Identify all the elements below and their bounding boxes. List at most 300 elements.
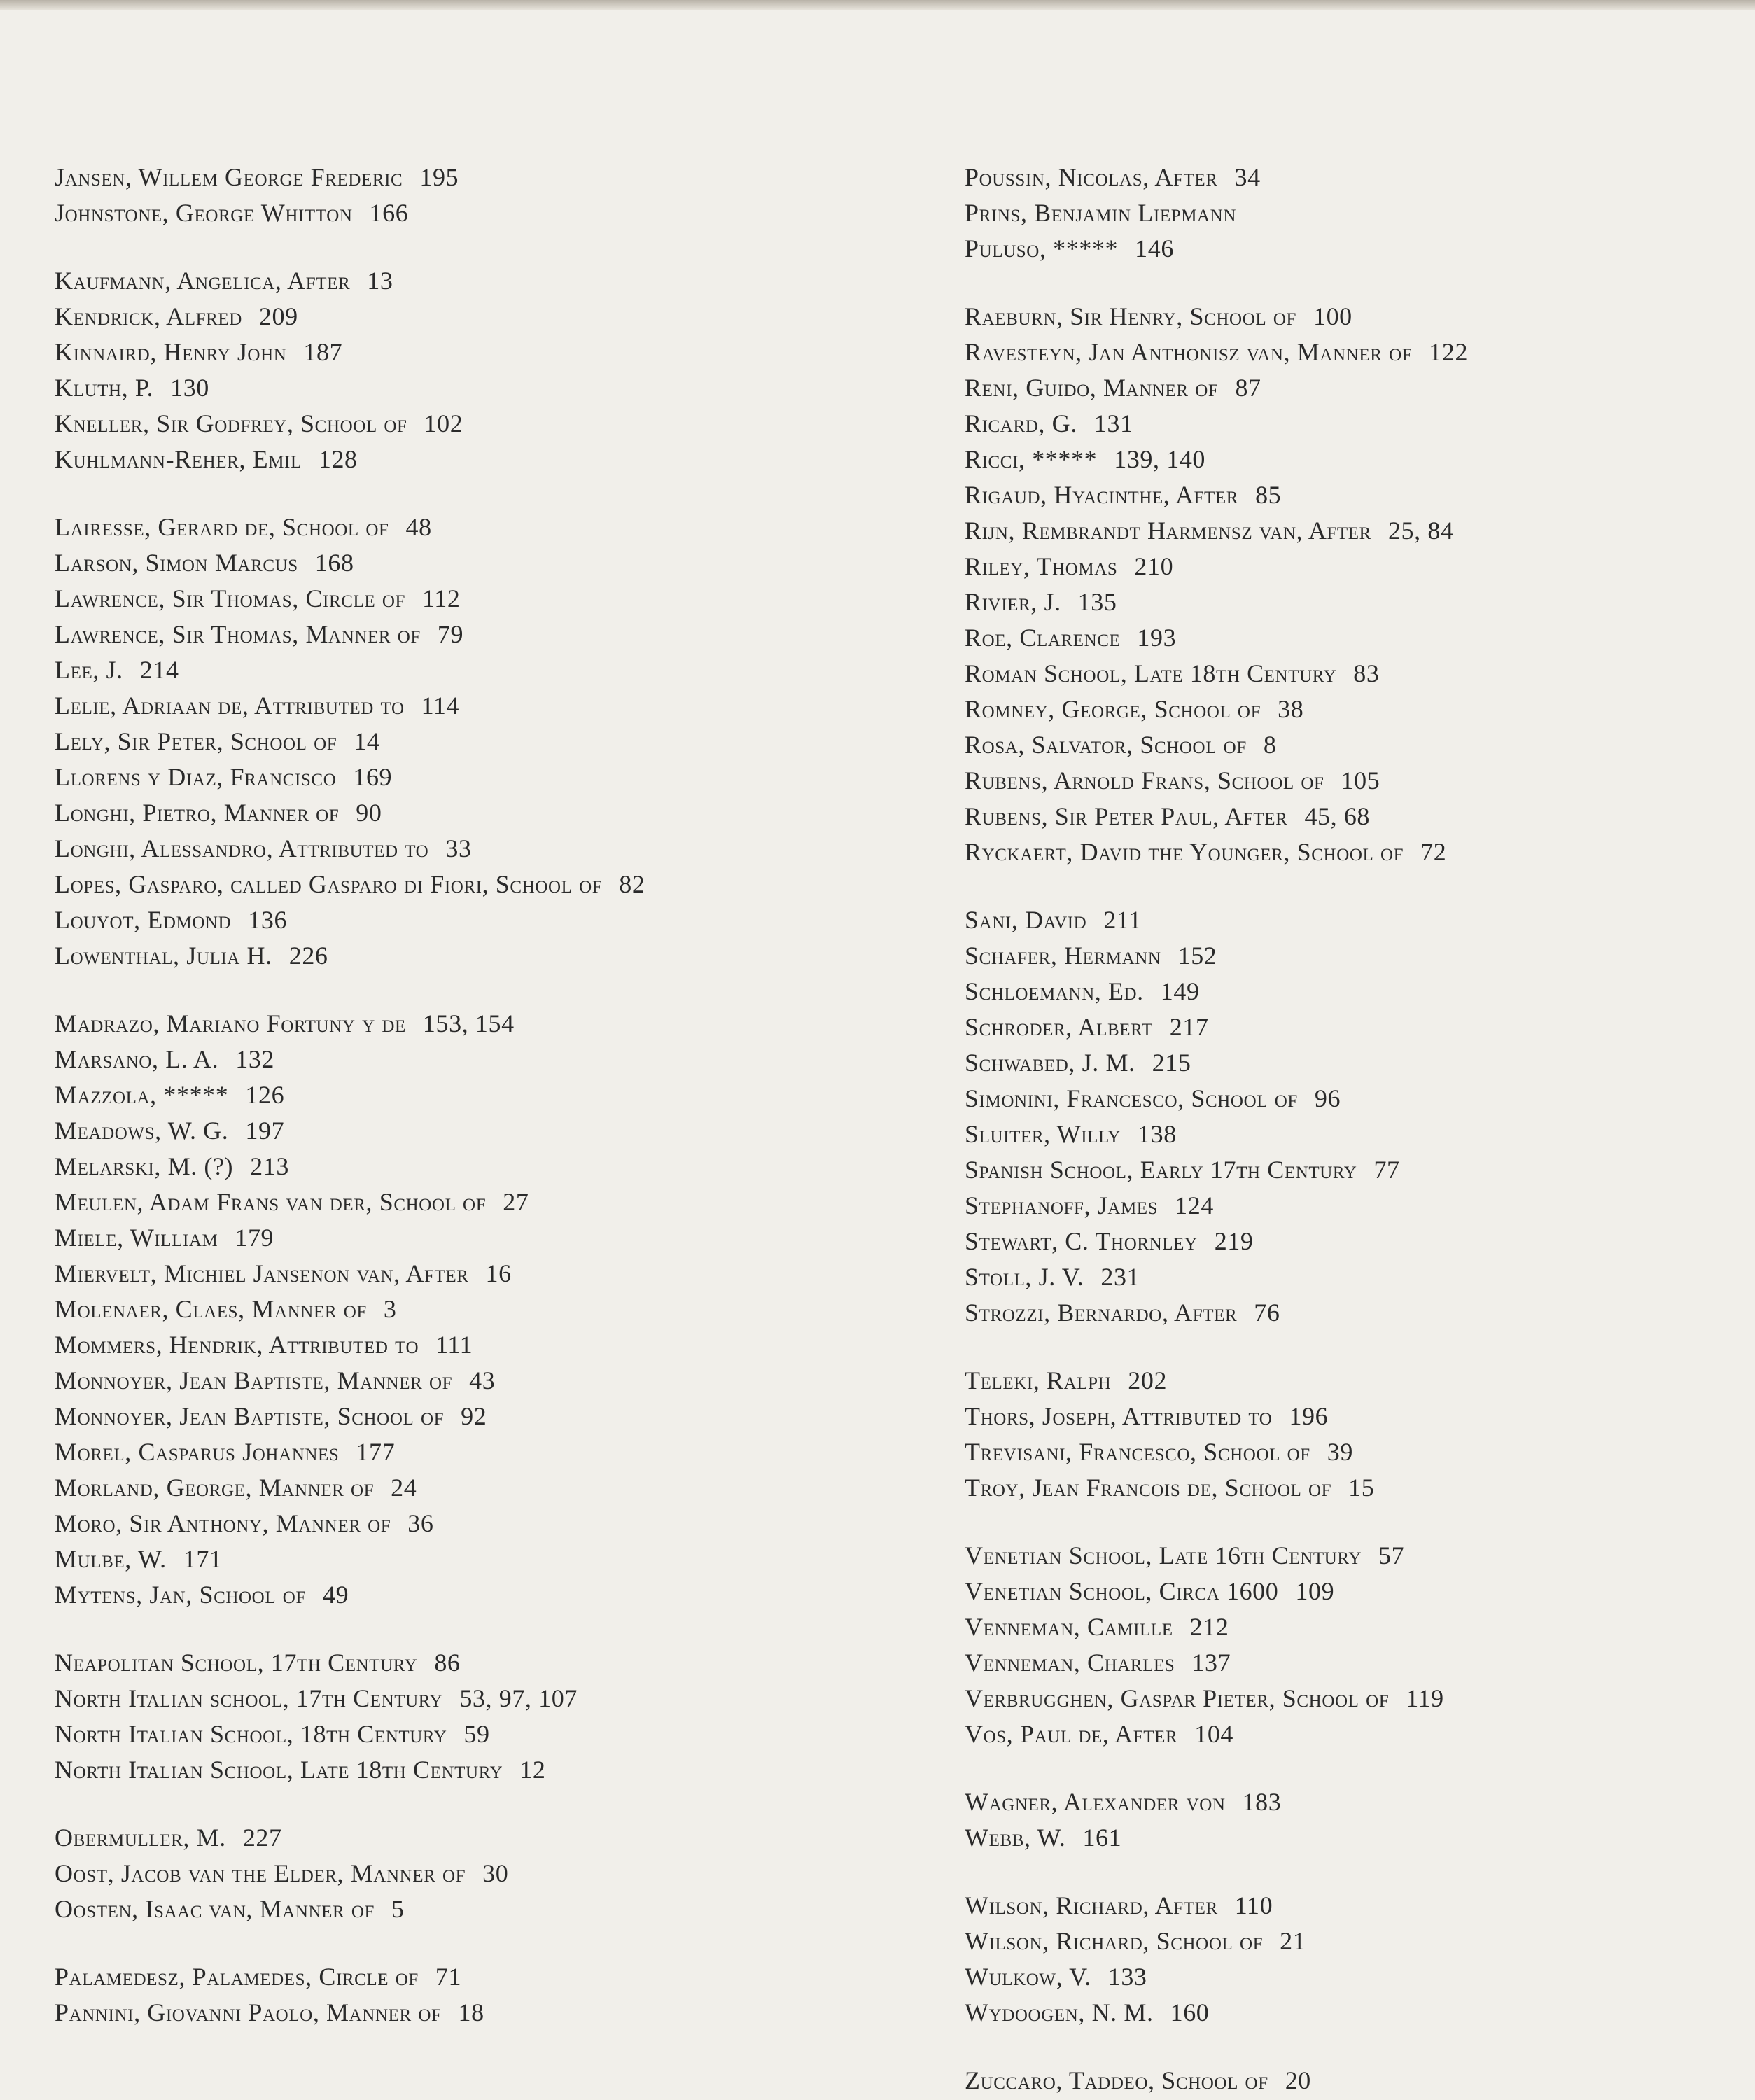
- entry-name: Kinnaird, Henry John: [55, 338, 287, 366]
- index-entry: [55, 1470, 895, 1506]
- entry-name: Puluso, *****: [965, 234, 1119, 262]
- index-entry: [965, 1959, 1742, 1995]
- index-entry: [55, 299, 895, 335]
- entry-pages: 110: [1234, 1891, 1273, 1919]
- entry-name: Strozzi, Bernardo, After: [965, 1298, 1238, 1326]
- index-entry: [55, 1541, 895, 1577]
- entry-pages: 102: [424, 410, 463, 438]
- entry-pages: 137: [1191, 1648, 1231, 1676]
- index-entry: [965, 1259, 1742, 1295]
- entry-name: Marsano, L. A.: [55, 1045, 219, 1073]
- index-entry: [55, 510, 895, 545]
- entry-name: Kneller, Sir Godfrey, School of: [55, 410, 407, 438]
- index-entry: [55, 442, 895, 477]
- entry-pages: 85: [1255, 481, 1282, 509]
- entry-name: Ricard, G.: [965, 410, 1077, 438]
- index-entry: [55, 867, 895, 902]
- index-entry: [965, 442, 1742, 477]
- index-entry: [55, 831, 895, 867]
- entry-name: Melarski, M. (?): [55, 1152, 234, 1180]
- index-entry: [55, 1752, 895, 1788]
- index-entry: [55, 1327, 895, 1363]
- entry-pages: 219: [1214, 1227, 1254, 1255]
- index-entry: [55, 1434, 895, 1470]
- index-entry: [55, 1113, 895, 1149]
- index-entry: [965, 1574, 1742, 1609]
- group-gap: [965, 1506, 1742, 1538]
- entry-name: Ravesteyn, Jan Anthonisz van, Manner of: [965, 338, 1413, 366]
- entry-name: Obermuller, M.: [55, 1823, 226, 1851]
- entry-pages: 45, 68: [1304, 802, 1371, 830]
- entry-name: Lairesse, Gerard de, School of: [55, 513, 389, 541]
- entry-pages: 36: [407, 1509, 434, 1537]
- index-entry: [965, 1399, 1742, 1434]
- entry-pages: 24: [391, 1474, 417, 1502]
- group-gap: [55, 1613, 895, 1645]
- entry-name: Madrazo, Mariano Fortuny y de: [55, 1009, 406, 1037]
- entry-pages: 27: [503, 1188, 529, 1216]
- entry-name: Rosa, Salvator, School of: [965, 731, 1247, 759]
- entry-name: Roe, Clarence: [965, 624, 1121, 652]
- entry-pages: 33: [445, 834, 472, 862]
- entry-name: Molenaer, Claes, Manner of: [55, 1295, 367, 1323]
- entry-name: Meulen, Adam Frans van der, School of: [55, 1188, 487, 1216]
- index-entry: [55, 581, 895, 617]
- entry-name: Longhi, Pietro, Manner of: [55, 799, 340, 827]
- entry-pages: 21: [1280, 1927, 1306, 1955]
- index-entry: [965, 513, 1742, 549]
- index-entry: [55, 1363, 895, 1399]
- entry-pages: 213: [250, 1152, 289, 1180]
- entry-name: Riley, Thomas: [965, 552, 1118, 580]
- entry-pages: 132: [235, 1045, 275, 1073]
- index-entry: [965, 1681, 1742, 1716]
- entry-pages: 231: [1100, 1263, 1140, 1291]
- entry-name: Poussin, Nicolas, After: [965, 163, 1218, 191]
- entry-name: Kaufmann, Angelica, After: [55, 267, 351, 295]
- entry-name: Llorens y Diaz, Francisco: [55, 763, 337, 791]
- entry-name: Morland, George, Manner of: [55, 1474, 375, 1502]
- entry-pages: 39: [1327, 1438, 1353, 1466]
- index-entry: [55, 1716, 895, 1752]
- index-entry: [965, 834, 1742, 870]
- entry-name: Miervelt, Michiel Jansenon van, After: [55, 1259, 469, 1287]
- entry-pages: 212: [1189, 1613, 1229, 1641]
- entry-pages: 83: [1353, 659, 1380, 687]
- entry-name: Stewart, C. Thornley: [965, 1227, 1198, 1255]
- entry-name: Morel, Casparus Johannes: [55, 1438, 340, 1466]
- entry-pages: 86: [434, 1648, 461, 1676]
- index-entry: [55, 263, 895, 299]
- group-gap: [55, 1788, 895, 1820]
- index-entry: [965, 1009, 1742, 1045]
- entry-pages: 227: [242, 1823, 282, 1851]
- group-gap: [55, 974, 895, 1006]
- entry-pages: 202: [1128, 1366, 1168, 1394]
- entry-name: Ricci, *****: [965, 445, 1098, 473]
- entry-pages: 179: [235, 1224, 274, 1252]
- entry-pages: 100: [1313, 302, 1352, 330]
- index-entry: [965, 1295, 1742, 1331]
- entry-name: Oosten, Isaac van, Manner of: [55, 1895, 375, 1923]
- index-entry: [965, 1188, 1742, 1224]
- entry-name: Venetian School, Late 16th Century: [965, 1541, 1362, 1569]
- entry-name: North Italian School, Late 18th Century: [55, 1756, 503, 1784]
- entry-name: Neapolitan School, 17th Century: [55, 1648, 418, 1676]
- entry-pages: 90: [356, 799, 382, 827]
- entry-pages: 122: [1429, 338, 1469, 366]
- entry-name: Zuccaro, Taddeo, School of: [965, 2066, 1268, 2094]
- entry-pages: 160: [1170, 1998, 1210, 2026]
- entry-pages: 177: [356, 1438, 396, 1466]
- entry-pages: 131: [1093, 410, 1133, 438]
- index-entry: [965, 195, 1742, 231]
- index-entry: [55, 1995, 895, 2031]
- index-entry: [965, 1645, 1742, 1681]
- entry-name: Trevisani, Francesco, School of: [965, 1438, 1310, 1466]
- entry-pages: 146: [1135, 234, 1174, 262]
- group-gap: [965, 2031, 1742, 2063]
- entry-pages: 8: [1263, 731, 1277, 759]
- entry-name: Lawrence, Sir Thomas, Manner of: [55, 620, 421, 648]
- index-entry: [965, 763, 1742, 799]
- entry-name: Ryckaert, David the Younger, School of: [965, 838, 1404, 866]
- entry-pages: 38: [1278, 695, 1304, 723]
- entry-name: Lowenthal, Julia H.: [55, 941, 272, 969]
- group-gap: [55, 477, 895, 510]
- entry-pages: 133: [1107, 1963, 1147, 1991]
- index-entry: [965, 1820, 1742, 1856]
- entry-pages: 96: [1314, 1084, 1341, 1112]
- index-entry: [55, 1184, 895, 1220]
- index-entry: [55, 760, 895, 795]
- index-entry: [965, 584, 1742, 620]
- index-entry: [965, 1609, 1742, 1645]
- index-entry: [965, 1888, 1742, 1924]
- entry-pages: 20: [1285, 2066, 1311, 2094]
- entry-pages: 92: [461, 1402, 487, 1430]
- entry-name: Kendrick, Alfred: [55, 302, 242, 330]
- entry-name: Verbrugghen, Gaspar Pieter, School of: [965, 1684, 1390, 1712]
- index-entry: [55, 617, 895, 652]
- index-entry: [965, 2063, 1742, 2099]
- entry-pages: 217: [1169, 1013, 1209, 1041]
- entry-pages: 193: [1137, 624, 1177, 652]
- index-entry: [55, 724, 895, 760]
- index-entry: [55, 1959, 895, 1995]
- entry-name: Sani, David: [965, 906, 1087, 934]
- index-entry: [965, 1434, 1742, 1470]
- entry-name: Stephanoff, James: [965, 1191, 1159, 1219]
- index-entry: [965, 656, 1742, 692]
- entry-pages: 14: [354, 727, 380, 755]
- index-entry: [55, 370, 895, 406]
- entry-name: Mazzola, *****: [55, 1081, 229, 1109]
- index-entry: [965, 1784, 1742, 1820]
- entry-name: Teleki, Ralph: [965, 1366, 1112, 1394]
- entry-pages: 59: [463, 1720, 490, 1748]
- index-column-left: [55, 160, 895, 2031]
- entry-name: North Italian school, 17th Century: [55, 1684, 443, 1712]
- group-gap: [965, 1752, 1742, 1784]
- entry-pages: 30: [482, 1859, 509, 1887]
- entry-name: Simonini, Francesco, School of: [965, 1084, 1298, 1112]
- entry-name: Miele, William: [55, 1224, 218, 1252]
- entry-name: Rivier, J.: [965, 588, 1061, 616]
- entry-pages: 226: [288, 941, 328, 969]
- index-entry: [55, 1149, 895, 1184]
- index-entry: [55, 195, 895, 231]
- index-entry: [965, 620, 1742, 656]
- entry-name: Wilson, Richard, After: [965, 1891, 1218, 1919]
- entry-pages: 13: [367, 267, 393, 295]
- entry-name: Wilson, Richard, School of: [965, 1927, 1264, 1955]
- entry-name: Oost, Jacob van the Elder, Manner of: [55, 1859, 466, 1887]
- entry-pages: 79: [437, 620, 464, 648]
- entry-pages: 3: [383, 1295, 397, 1323]
- entry-pages: 15: [1348, 1474, 1375, 1502]
- entry-pages: 104: [1194, 1720, 1234, 1748]
- index-entry: [55, 688, 895, 724]
- entry-name: Jansen, Willem George Frederic: [55, 163, 403, 191]
- entry-name: North Italian School, 18th Century: [55, 1720, 447, 1748]
- entry-name: Schwabed, J. M.: [965, 1049, 1135, 1077]
- index-entry: [965, 1081, 1742, 1116]
- entry-name: Longhi, Alessandro, Attributed to: [55, 834, 429, 862]
- entry-pages: 48: [405, 513, 432, 541]
- entry-name: Larson, Simon Marcus: [55, 549, 298, 577]
- entry-pages: 183: [1242, 1788, 1282, 1816]
- index-entry: [965, 974, 1742, 1009]
- index-entry: [55, 160, 895, 195]
- index-entry: [965, 370, 1742, 406]
- entry-name: Mommers, Hendrik, Attributed to: [55, 1331, 419, 1359]
- index-entry: [55, 1399, 895, 1434]
- index-entry: [965, 160, 1742, 195]
- index-entry: [965, 1363, 1742, 1399]
- entry-name: Romney, George, School of: [965, 695, 1261, 723]
- entry-name: Reni, Guido, Manner of: [965, 374, 1219, 402]
- index-entry: [965, 549, 1742, 584]
- entry-pages: 12: [519, 1756, 546, 1784]
- entry-name: Rubens, Arnold Frans, School of: [965, 766, 1324, 794]
- entry-name: Kluth, P.: [55, 374, 154, 402]
- entry-pages: 57: [1378, 1541, 1405, 1569]
- index-entry: [965, 799, 1742, 834]
- entry-pages: 168: [314, 549, 354, 577]
- entry-name: Wagner, Alexander von: [965, 1788, 1226, 1816]
- index-entry: [965, 1152, 1742, 1188]
- entry-pages: 195: [419, 163, 459, 191]
- group-gap: [55, 1927, 895, 1959]
- entry-pages: 43: [469, 1366, 496, 1394]
- entry-pages: 136: [248, 906, 288, 934]
- entry-pages: 18: [458, 1998, 484, 2026]
- index-entry: [55, 902, 895, 938]
- index-column-right: [965, 160, 1742, 2099]
- entry-name: Pannini, Giovanni Paolo, Manner of: [55, 1998, 442, 2026]
- entry-name: Sluiter, Willy: [965, 1120, 1121, 1148]
- entry-pages: 197: [245, 1116, 285, 1144]
- entry-name: Prins, Benjamin Liepmann: [965, 199, 1236, 227]
- index-entry: [55, 1681, 895, 1716]
- page-edge: [0, 0, 1755, 10]
- entry-name: Schroder, Albert: [965, 1013, 1153, 1041]
- index-entry: [55, 1256, 895, 1292]
- entry-pages: 210: [1134, 552, 1174, 580]
- entry-pages: 16: [485, 1259, 512, 1287]
- entry-pages: 166: [369, 199, 409, 227]
- entry-name: Palamedesz, Palamedes, Circle of: [55, 1963, 419, 1991]
- index-entry: [55, 1006, 895, 1042]
- index-entry: [965, 1716, 1742, 1752]
- entry-name: Roman School, Late 18th Century: [965, 659, 1337, 687]
- entry-pages: 72: [1420, 838, 1447, 866]
- entry-pages: 87: [1235, 374, 1261, 402]
- entry-pages: 215: [1152, 1049, 1191, 1077]
- entry-name: Venetian School, Circa 1600: [965, 1577, 1279, 1605]
- entry-name: Johnstone, George Whitton: [55, 199, 353, 227]
- entry-pages: 53, 97, 107: [459, 1684, 578, 1712]
- entry-name: Lely, Sir Peter, School of: [55, 727, 337, 755]
- index-entry: [965, 727, 1742, 763]
- index-entry: [55, 1820, 895, 1856]
- entry-pages: 111: [435, 1331, 473, 1359]
- entry-name: Mytens, Jan, School of: [55, 1581, 306, 1609]
- entry-name: Stoll, J. V.: [965, 1263, 1084, 1291]
- entry-pages: 71: [435, 1963, 462, 1991]
- group-gap: [965, 1331, 1742, 1363]
- entry-pages: 161: [1082, 1823, 1122, 1851]
- entry-pages: 126: [245, 1081, 285, 1109]
- entry-pages: 196: [1289, 1402, 1329, 1430]
- entry-name: Monnoyer, Jean Baptiste, School of: [55, 1402, 445, 1430]
- index-entry: [965, 1045, 1742, 1081]
- entry-name: Raeburn, Sir Henry, School of: [965, 302, 1296, 330]
- entry-name: Webb, W.: [965, 1823, 1066, 1851]
- entry-pages: 119: [1406, 1684, 1444, 1712]
- group-gap: [965, 267, 1742, 299]
- index-entry: [965, 1924, 1742, 1959]
- entry-pages: 34: [1234, 163, 1261, 191]
- entry-pages: 109: [1295, 1577, 1335, 1605]
- index-entry: [55, 1506, 895, 1541]
- index-entry: [965, 1470, 1742, 1506]
- entry-name: Wulkow, V.: [965, 1963, 1091, 1991]
- index-entry: [55, 1645, 895, 1681]
- index-entry: [965, 477, 1742, 513]
- entry-name: Lelie, Adriaan de, Attributed to: [55, 692, 405, 720]
- index-entry: [55, 545, 895, 581]
- entry-pages: 128: [318, 445, 358, 473]
- index-entry: [965, 1995, 1742, 2031]
- entry-name: Venneman, Camille: [965, 1613, 1173, 1641]
- index-entry: [965, 902, 1742, 938]
- entry-name: Moro, Sir Anthony, Manner of: [55, 1509, 391, 1537]
- entry-pages: 105: [1341, 766, 1380, 794]
- index-entry: [55, 1856, 895, 1891]
- index-entry: [55, 1292, 895, 1327]
- entry-pages: 77: [1373, 1156, 1400, 1184]
- entry-name: Troy, Jean Francois de, School of: [965, 1474, 1332, 1502]
- entry-pages: 25, 84: [1387, 517, 1454, 545]
- entry-pages: 153, 154: [422, 1009, 515, 1037]
- entry-pages: 211: [1103, 906, 1142, 934]
- entry-name: Monnoyer, Jean Baptiste, Manner of: [55, 1366, 453, 1394]
- entry-name: Kuhlmann-Reher, Emil: [55, 445, 302, 473]
- index-entry: [55, 1220, 895, 1256]
- index-entry: [965, 299, 1742, 335]
- entry-pages: 114: [421, 692, 460, 720]
- entry-name: Rubens, Sir Peter Paul, After: [965, 802, 1288, 830]
- entry-name: Spanish School, Early 17th Century: [965, 1156, 1357, 1184]
- entry-name: Vos, Paul de, After: [965, 1720, 1178, 1748]
- entry-pages: 76: [1254, 1298, 1280, 1326]
- entry-name: Rigaud, Hyacinthe, After: [965, 481, 1239, 509]
- entry-pages: 112: [422, 584, 461, 612]
- entry-pages: 214: [139, 656, 179, 684]
- entry-name: Mulbe, W.: [55, 1545, 167, 1573]
- index-entry: [965, 938, 1742, 974]
- entry-pages: 135: [1077, 588, 1117, 616]
- entry-pages: 130: [170, 374, 209, 402]
- entry-pages: 209: [258, 302, 298, 330]
- entry-name: Wydoogen, N. M.: [965, 1998, 1154, 2026]
- index-entry: [55, 652, 895, 688]
- index-entry: [55, 795, 895, 831]
- entry-pages: 5: [391, 1895, 405, 1923]
- entry-name: Meadows, W. G.: [55, 1116, 229, 1144]
- entry-pages: 124: [1175, 1191, 1214, 1219]
- index-entry: [55, 335, 895, 370]
- entry-pages: 138: [1138, 1120, 1177, 1148]
- group-gap: [965, 1856, 1742, 1888]
- group-gap: [965, 870, 1742, 902]
- entry-name: Lopes, Gasparo, called Gasparo di Fiori, School of: [55, 870, 603, 898]
- entry-name: Venneman, Charles: [965, 1648, 1175, 1676]
- entry-name: Lee, J.: [55, 656, 123, 684]
- entry-name: Schafer, Hermann: [965, 941, 1161, 969]
- index-entry: [965, 335, 1742, 370]
- entry-name: Thors, Joseph, Attributed to: [965, 1402, 1273, 1430]
- index-entry: [55, 1891, 895, 1927]
- entry-pages: 187: [303, 338, 343, 366]
- entry-pages: 169: [353, 763, 393, 791]
- index-entry: [55, 938, 895, 974]
- index-entry: [965, 406, 1742, 442]
- entry-name: Rijn, Rembrandt Harmensz van, After: [965, 517, 1371, 545]
- index-entry: [55, 1577, 895, 1613]
- index-entry: [55, 1042, 895, 1077]
- entry-pages: 139, 140: [1114, 445, 1206, 473]
- entry-pages: 49: [322, 1581, 349, 1609]
- index-entry: [965, 1224, 1742, 1259]
- entry-pages: 82: [619, 870, 645, 898]
- entry-name: Lawrence, Sir Thomas, Circle of: [55, 584, 406, 612]
- group-gap: [55, 231, 895, 263]
- entry-pages: 149: [1160, 977, 1200, 1005]
- index-entry: [965, 1538, 1742, 1574]
- index-entry: [55, 406, 895, 442]
- entry-pages: 171: [183, 1545, 223, 1573]
- entry-name: Schloemann, Ed.: [965, 977, 1144, 1005]
- entry-pages: 152: [1177, 941, 1217, 969]
- index-entry: [965, 1116, 1742, 1152]
- index-entry: [965, 692, 1742, 727]
- index-entry: [55, 1077, 895, 1113]
- index-entry: [965, 231, 1742, 267]
- entry-name: Louyot, Edmond: [55, 906, 232, 934]
